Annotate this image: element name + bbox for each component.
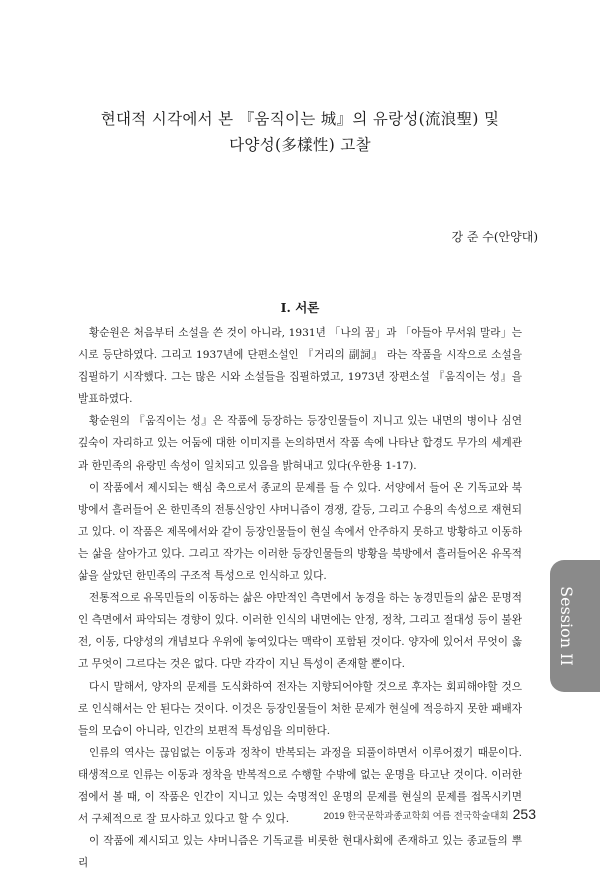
page-footer: [324, 806, 536, 822]
conference-name: 2019 한국문학과종교학회 여름 전국학술대회: [323, 811, 509, 822]
author-affiliation: 강 준 수(안양대): [451, 230, 538, 244]
paragraph: 이 작품에서 제시되는 핵심 축으로서 종교의 문제를 들 수 있다. 서양에서 들어 온 기독교와 북방에서 흘러들어 온 한민족의 전통신앙인 샤머니즘이 경쟁, 갈등, 그리고 수용의 속성으로 재현되고 있다. 이 작품은 제목에서와 같이 등장인물들이 현실 속에서 안주하지 못하고 방황하고 이동하는 삶을 살아가고 있다. 그리고 작가는 이러한 등장인물들의 방황을 북방에서 흘러들어온 유목적 삶을 살았던 한민족의 구조적 특성으로 인식하고 있다.: [78, 481, 522, 583]
body-text: [78, 322, 522, 874]
paragraph: 인류의 역사는 끊임없는 이동과 정착이 반복되는 과정을 되풀이하면서 이루어졌기 때문이다. 태생적으로 인류는 이동과 정착을 반복적으로 수행할 수밖에 없는 운명을 타고난 것이다. 이러한 점에서 볼 때, 이 작품은 인간이 지니고 있는 숙명적인 운명의 문제를 현실의 문제를 접목시키면서 구체적으로 잘 묘사하고 있다고 할 수 있다.: [78, 746, 522, 826]
paragraph: 전통적으로 유목민들의 이동하는 삶은 야만적인 측면에서 농경을 하는 농경민들의 삶은 문명적인 측면에서 파악되는 경향이 있다. 이러한 인식의 내면에는 안정, 정착, 그리고 절대성 등이 불완전, 이동, 다양성의 개념보다 우위에 놓여있다는 맥락이 포함된 것이다. 양자에 있어서 무엇이 옳고 무엇이 그르다는 것은 없다. 다만 각각이 지닌 특성이 존재할 뿐이다.: [78, 592, 522, 671]
session-tab-label: Session II: [557, 586, 576, 666]
paragraph: 이 작품에 제시되고 있는 샤머니즘은 기독교를 비롯한 현대사회에 존재하고 있는 종교들의 뿌리: [78, 835, 522, 870]
paragraph: 다시 말해서, 양자의 문제를 도식화하여 전자는 지향되어야할 것으로 후자는 회피해야할 것으로 인식해서는 안 된다는 것이다. 이것은 등장인물들이 처한 문제가 현실에 적응하지 못한 패배자들의 모습이 아니라, 인간의 보편적 특성임을 의미한다.: [78, 680, 522, 737]
paper-title-line-1: 현대적 시각에서 본 『움직이는 城』의 유랑성(流浪聖) 및: [100, 110, 500, 128]
section-heading: Ⅰ. 서론: [280, 300, 320, 315]
paper-title-line-2: 다양성(多樣性) 고찰: [229, 136, 371, 154]
page-number: 253: [512, 806, 536, 822]
paragraph: 황순원은 처음부터 소설을 쓴 것이 아니라, 1931년 「나의 꿈」과 「아들아 무서워 말라」는 시로 등단하였다. 그리고 1937년에 단편소설인 『거리의 副詞』 라는 작품을 시작으로 소설을 집필하기 시작했다. 그는 많은 시와 소설들을 집필하였고, 1973년 장편소설 『움직이는 성』을 발표하였다.: [78, 327, 522, 406]
paragraph: 황순원의 『움직이는 성』은 작품에 등장하는 등장인물들이 지니고 있는 내면의 병이나 심연 깊숙이 자리하고 있는 어둠에 대한 이미지를 논의하면서 작품 속에 나타난 합경도 무가의 세계관과 한민족의 유랑민 속성이 일치되고 있음을 밝혀내고 있다(우한용 1-17).: [78, 415, 522, 472]
